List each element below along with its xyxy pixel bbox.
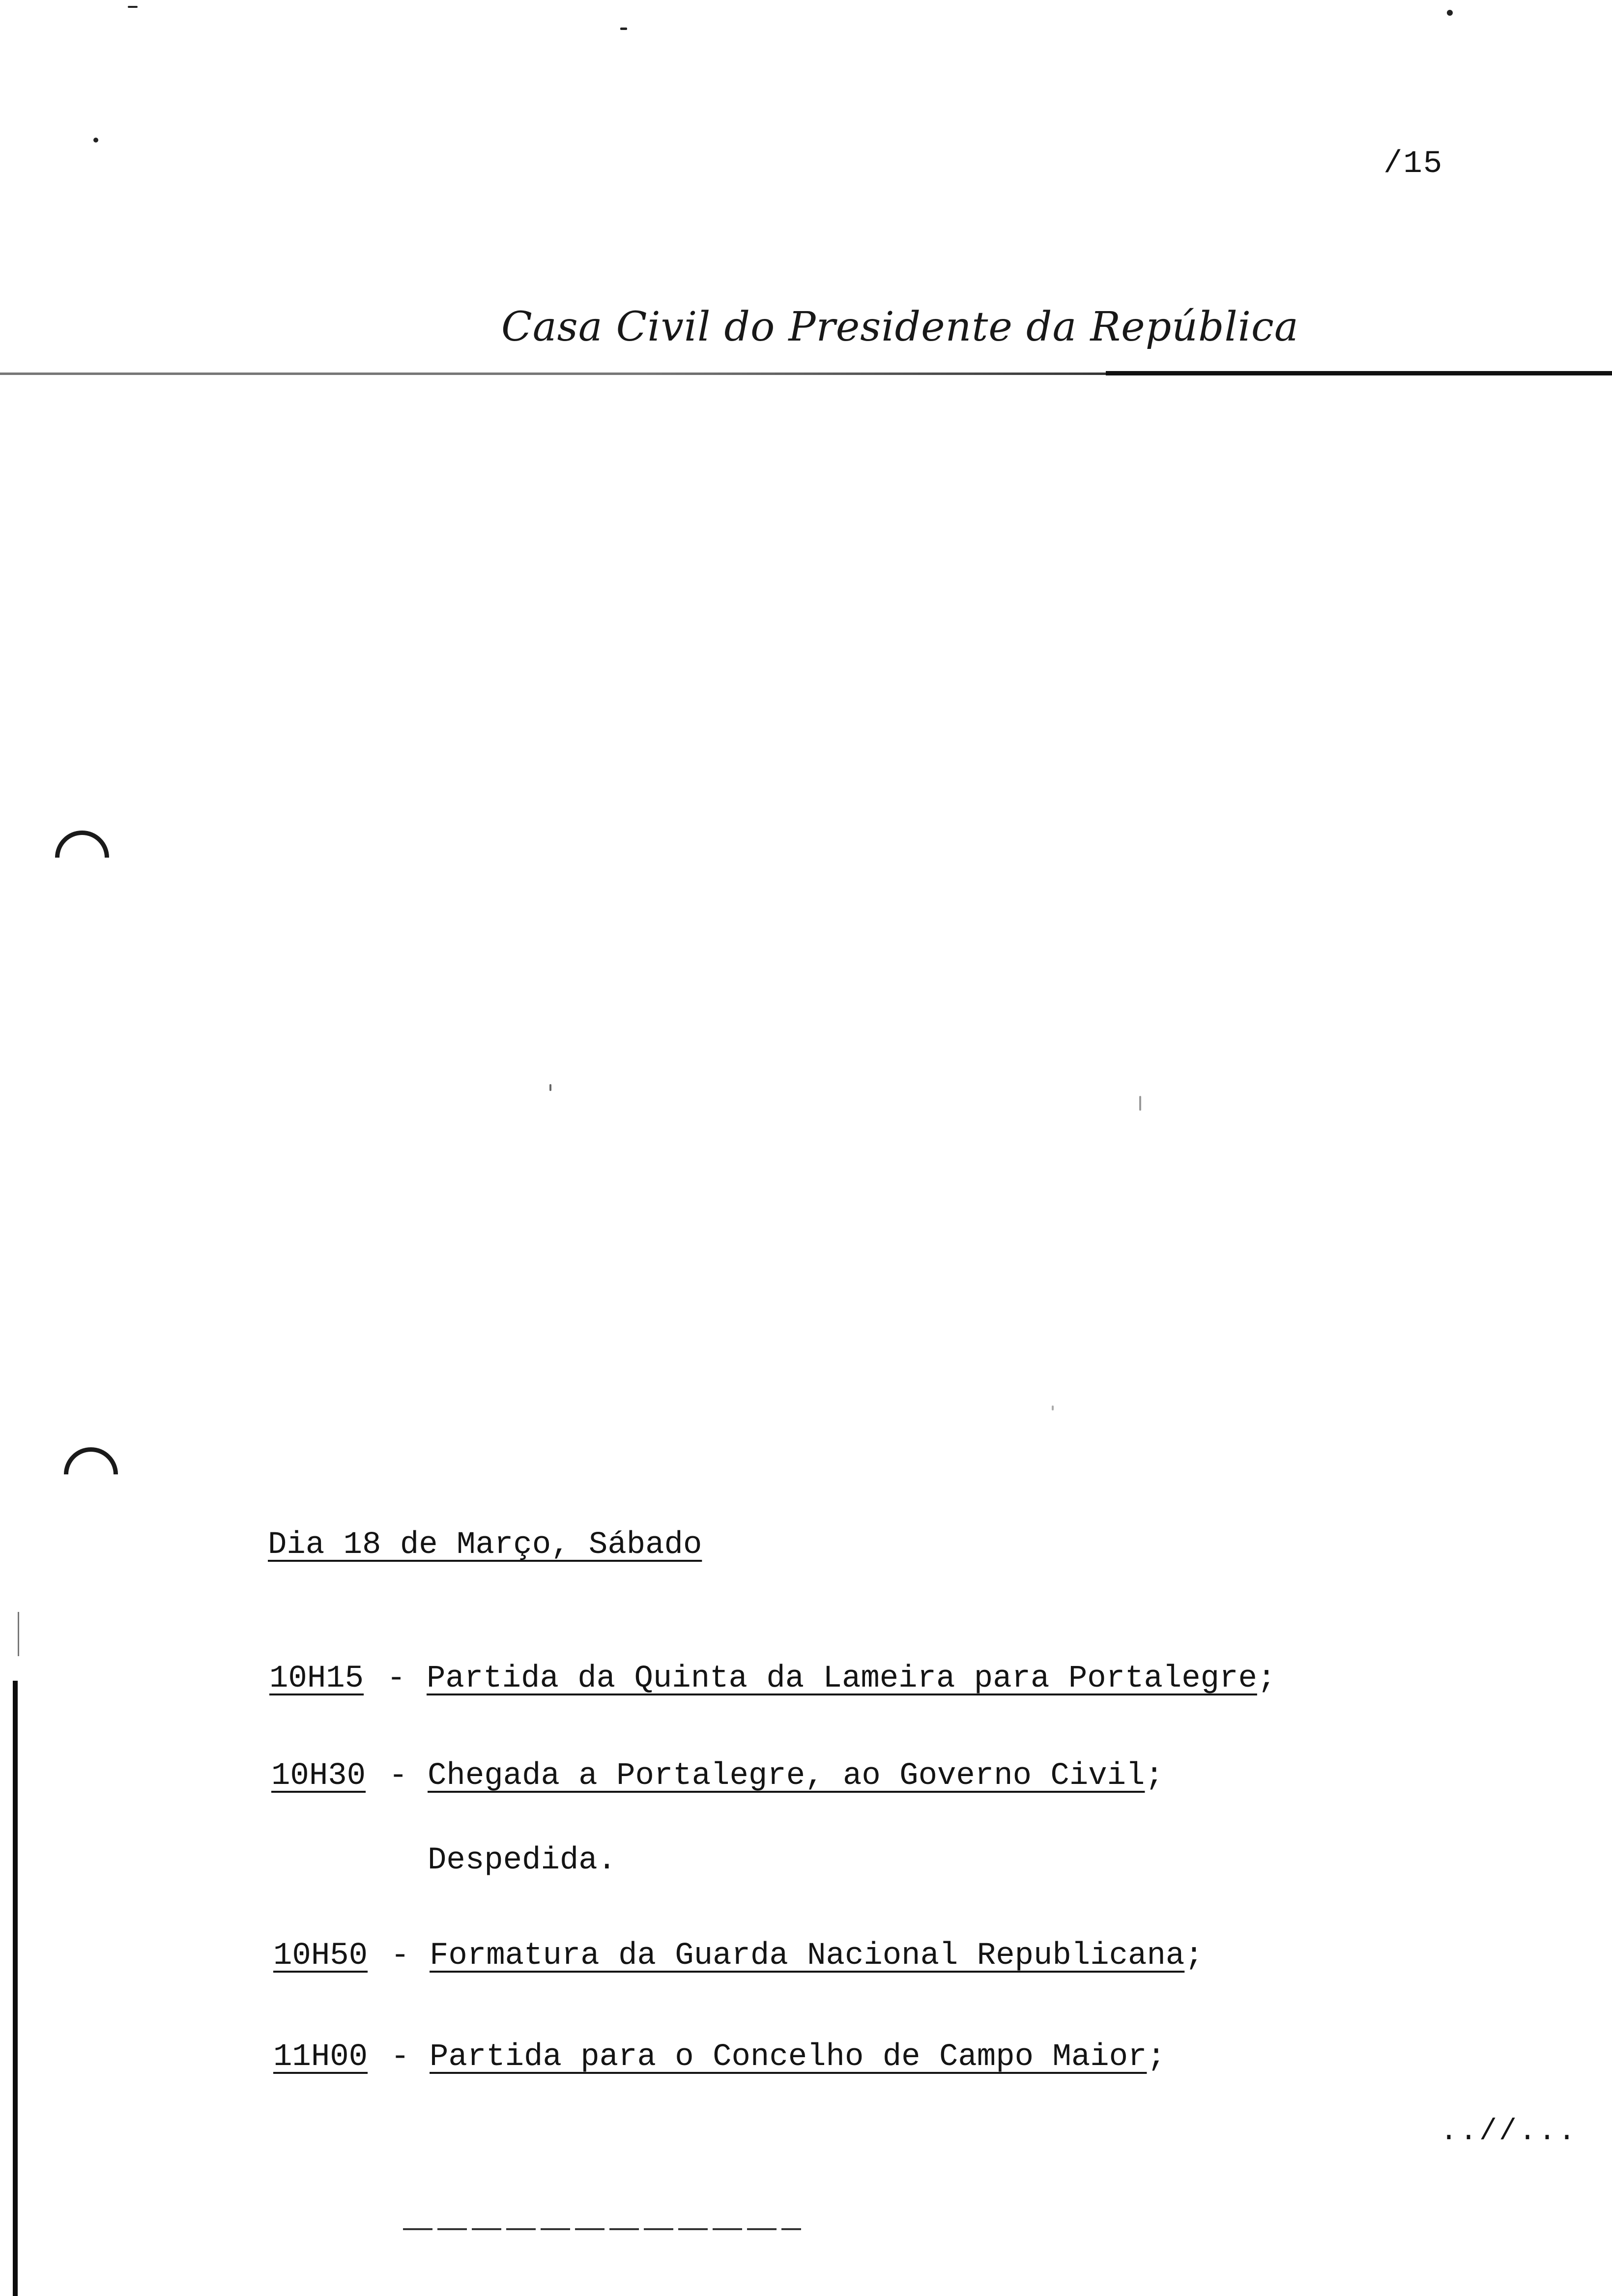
entry-punctuation: ; — [1184, 1938, 1204, 1974]
entry-text — [430, 1938, 1204, 1974]
bottom-rule — [403, 2228, 801, 2230]
entry-dash: - — [389, 1758, 408, 1794]
binding-tick — [18, 1612, 19, 1656]
entry-continuation: Despedida. — [428, 1843, 617, 1878]
entry-time: 10H30 — [271, 1758, 366, 1794]
entry-text — [430, 2039, 1166, 2075]
scan-speck — [128, 6, 138, 8]
entry-punctuation: ; — [1257, 1661, 1276, 1696]
entry-description: Partida para o Concelho de Campo Maior — [430, 2039, 1147, 2075]
entry-dash: - — [391, 1938, 410, 1974]
letterhead: Casa Civil do Presidente da República — [501, 304, 1299, 350]
punch-hole-mark — [53, 1436, 129, 1513]
entry-punctuation: ; — [1145, 1758, 1164, 1794]
punch-hole-mark — [44, 819, 120, 896]
scan-speck — [1447, 10, 1453, 16]
page-number: /15 — [1383, 146, 1443, 182]
entry-dash: - — [391, 2039, 410, 2075]
day-heading: Dia 18 de Março, Sábado — [268, 1527, 702, 1563]
entry-time: 11H00 — [273, 2039, 368, 2075]
entry-description: Partida da Quinta da Lameira para Portalegre — [427, 1661, 1257, 1696]
scan-speck — [620, 28, 627, 30]
scan-speck — [1139, 1096, 1141, 1111]
entry-punctuation: ; — [1147, 2039, 1166, 2075]
header-rule-accent — [1106, 371, 1612, 375]
entry-time: 10H15 — [269, 1661, 364, 1696]
scan-speck — [549, 1084, 551, 1091]
entry-dash: - — [387, 1661, 406, 1696]
continuation-mark: ..//... — [1440, 2115, 1578, 2149]
scan-speck — [1052, 1406, 1054, 1410]
entry-time: 10H50 — [273, 1938, 368, 1974]
scan-speck — [93, 138, 98, 143]
entry-description: Chegada a Portalegre, ao Governo Civil — [428, 1758, 1145, 1794]
entry-text — [427, 1661, 1276, 1696]
binding-edge — [13, 1681, 18, 2296]
entry-text — [428, 1758, 1164, 1794]
entry-description: Formatura da Guarda Nacional Republicana — [430, 1938, 1185, 1974]
